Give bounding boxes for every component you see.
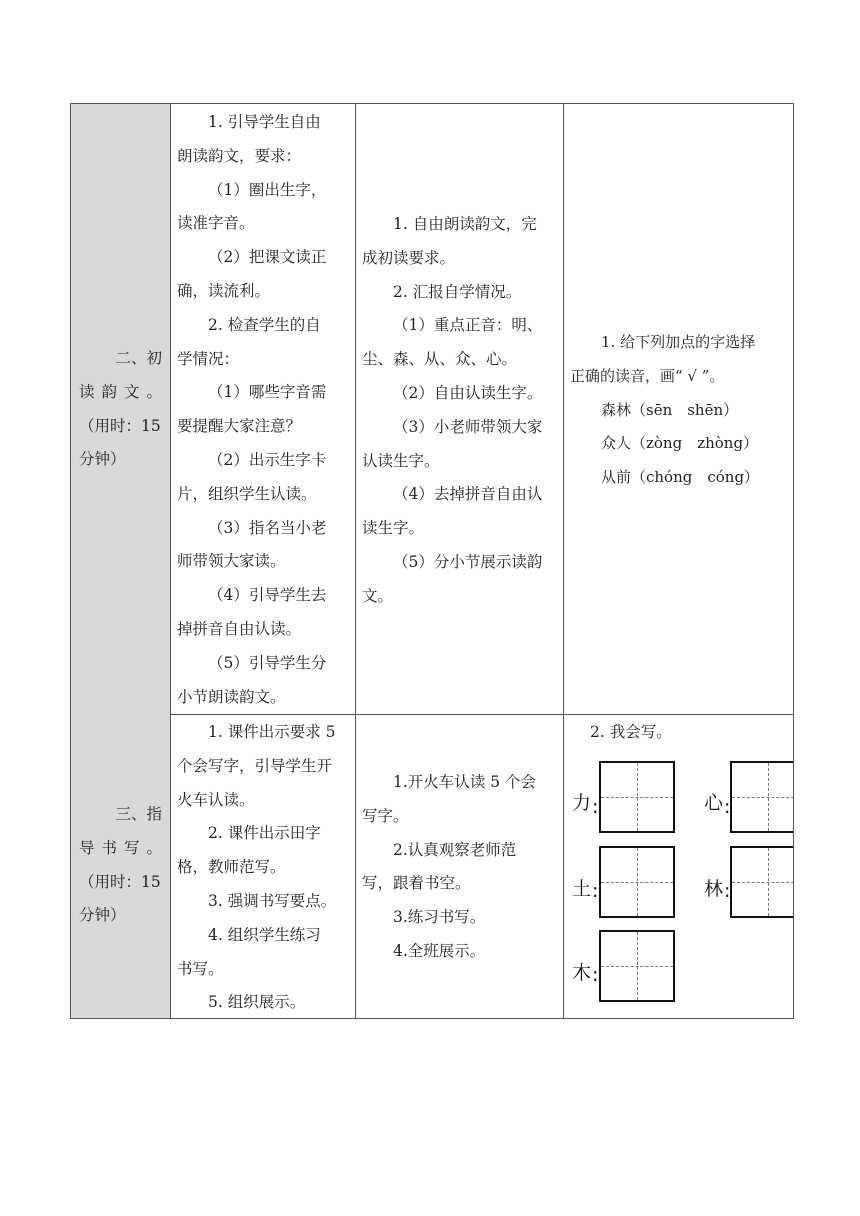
- text-line: 3.练习书写。: [393, 908, 486, 927]
- text-line: 文。: [362, 586, 394, 605]
- write-char: 木: [572, 962, 592, 984]
- write-char: 土: [572, 878, 592, 900]
- student-activity-cell: [356, 104, 564, 714]
- text-line: 众人（zòng zhòng）: [601, 434, 759, 453]
- tianzige-grid[interactable]: [730, 846, 793, 918]
- text-line: 尘、森、从、众、心。: [362, 350, 518, 369]
- text-line: 写字。: [362, 806, 409, 825]
- text-line: 2. 课件出示田字: [208, 824, 321, 843]
- lesson-plan-table: [70, 103, 794, 1019]
- text-line: 师带领大家读。: [177, 552, 286, 571]
- text-line: 1. 课件出示要求 5: [208, 723, 336, 741]
- text-line: （3）指名当小老: [208, 518, 327, 537]
- section-cell: [71, 104, 171, 714]
- teacher-activity-cell: [171, 714, 356, 1018]
- text-line: 个会写字，引导学生开: [177, 756, 333, 775]
- text-line: 认读生字。: [362, 451, 440, 470]
- text-line: 成初读要求。: [362, 248, 456, 267]
- text-line: 掉拼音自由认读。: [177, 619, 302, 638]
- write-char: 力: [572, 792, 592, 814]
- text-line: （2）把课文读正: [208, 248, 327, 267]
- text-line: （4）引导学生去: [208, 586, 327, 605]
- text-line: 格，教师范写。: [177, 858, 286, 877]
- text-line: 火车认读。: [177, 790, 255, 809]
- text-line: （1）重点正音：明、: [393, 316, 543, 335]
- section-line: 分钟）: [79, 906, 126, 925]
- text-line: （2）出示生字卡: [208, 450, 327, 469]
- text-line: 森林（sēn shēn）: [601, 400, 739, 419]
- text-line: （3）小老师带领大家: [393, 417, 543, 436]
- section-line: 分钟）: [79, 450, 126, 469]
- exercise-title: 2. 我会写。: [590, 723, 672, 741]
- text-line: （2）自由认读生字。: [393, 383, 543, 402]
- text-line: 4. 组织学生练习: [208, 925, 321, 944]
- section-line: （用时：15: [79, 416, 161, 435]
- text-line: 1. 自由朗读韵文，完: [393, 215, 537, 233]
- tianzige-grid[interactable]: [599, 761, 675, 833]
- table-row-writing: [71, 714, 793, 1018]
- section-line: 导 书 写 。: [79, 838, 162, 857]
- text-line: 小节朗读韵文。: [177, 687, 286, 706]
- text-line: （1）哪些字音需: [208, 383, 327, 402]
- text-line: （4）去掉拼音自由认: [393, 485, 543, 504]
- text-line: 片，组织学生认读。: [177, 484, 317, 503]
- tianzige-grid[interactable]: [599, 846, 675, 918]
- text-line: 2. 汇报自学情况。: [393, 282, 522, 301]
- text-line: 1. 给下列加点的字选择: [601, 333, 756, 351]
- tianzige-grid[interactable]: [730, 761, 793, 833]
- write-char: 心: [704, 792, 724, 814]
- exercise-cell: 2. 我会写。 力 : 心 : 土 : 林 : 木 :: [564, 714, 793, 1018]
- text-line: 书写。: [177, 959, 224, 978]
- text-line: 读生字。: [362, 519, 425, 538]
- text-line: 正确的读音，画“ √ ”。: [570, 366, 725, 385]
- text-line: 3. 强调书写要点。: [208, 891, 337, 910]
- text-line: 朗读韵文，要求：: [177, 146, 302, 165]
- table-row-reading: [71, 104, 793, 715]
- student-activity-cell: [356, 714, 564, 1018]
- section-line: 三、指: [115, 805, 162, 823]
- write-char: 林: [704, 878, 724, 900]
- text-line: （1）圈出生字，: [208, 180, 327, 199]
- tianzige-grid[interactable]: [599, 930, 675, 1002]
- text-line: 确，读流利。: [177, 281, 271, 300]
- text-line: （5）引导学生分: [208, 653, 327, 672]
- text-line: 2.认真观察老师范: [393, 840, 517, 859]
- text-line: 1.开火车认读 5 个会: [393, 773, 537, 791]
- text-line: （5）分小节展示读韵: [393, 552, 543, 571]
- text-line: 1. 引导学生自由: [208, 113, 321, 131]
- text-line: 读准字音。: [177, 214, 255, 233]
- text-line: 要提醒大家注意？: [177, 417, 302, 436]
- text-line: 学情况：: [177, 349, 240, 368]
- teacher-activity-cell: [171, 104, 356, 714]
- text-line: 5. 组织展示。: [208, 993, 306, 1012]
- section-line: 读 韵 文 。: [79, 382, 162, 401]
- section-cell: [71, 714, 171, 1018]
- section-line: （用时：15: [79, 872, 161, 891]
- text-line: 从前（chóng cóng）: [601, 468, 760, 487]
- text-line: 写，跟着书空。: [362, 874, 471, 893]
- text-line: 4.全班展示。: [393, 941, 486, 960]
- exercise-cell: [564, 104, 793, 714]
- section-line: 二、初: [115, 349, 162, 367]
- text-line: 2. 检查学生的自: [208, 315, 321, 334]
